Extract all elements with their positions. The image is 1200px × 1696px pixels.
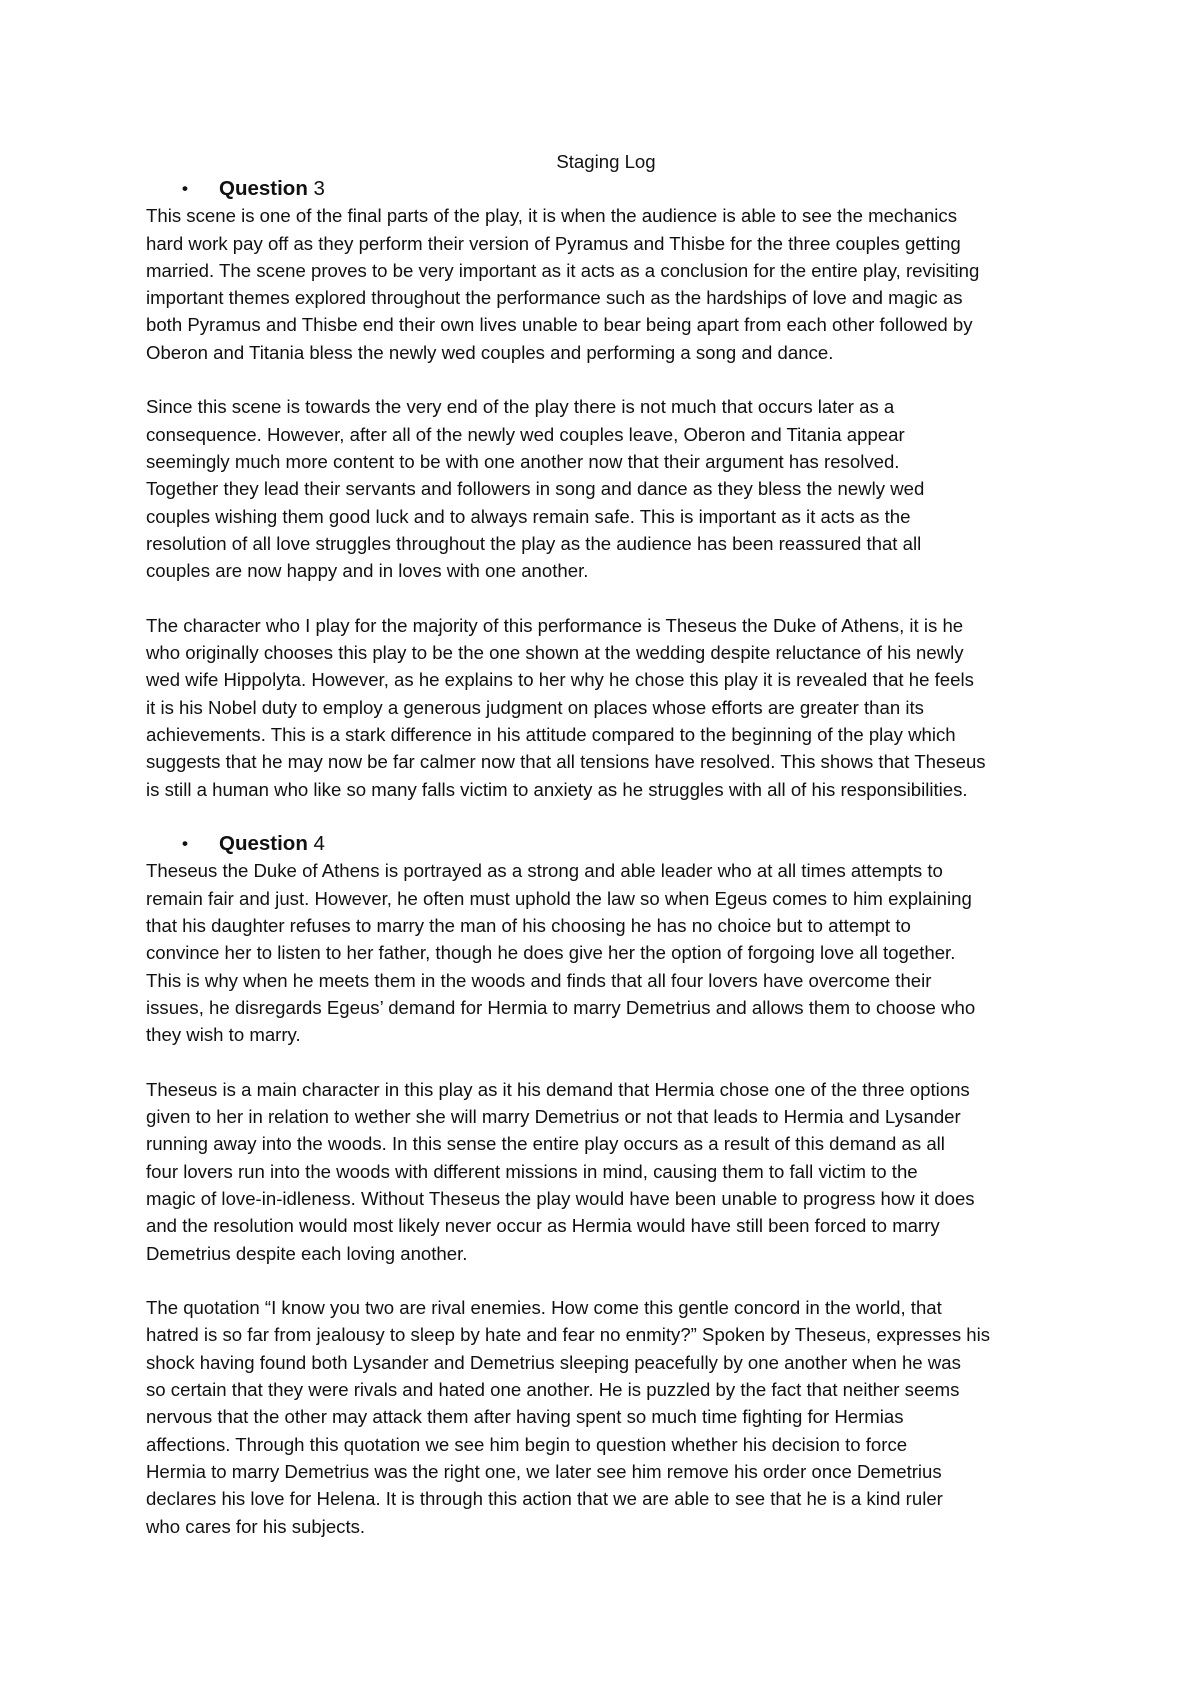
paragraph-spacer bbox=[146, 584, 1066, 611]
bullet-icon: • bbox=[182, 834, 188, 854]
paragraph: This scene is one of the final parts of the play, it is when the audience is able to see the mechanics hard work pay off as they perform their version of Pyramus and Thisbe for the three couples getting married. The scene proves to be very important as it acts as a conclusion for the entire play, revisiting important themes explored throughout the performance such as the hardships of love and magic as both Pyramus and Thisbe end their own lives unable to bear being apart from each other followed by Oberon and Titania bless the newly wed couples and performing a song and dance. bbox=[146, 205, 980, 363]
bullet-icon: • bbox=[182, 179, 188, 198]
heading-word: Question bbox=[219, 832, 308, 856]
paragraph: Theseus is a main character in this play as it his demand that Hermia chose one of the three options given to her in relation to wether she will marry Demetrius or not that leads to Hermia and Lysander running away into the woods. In this sense the entire play occurs as a result of this demand as all four lovers run into the woods with different missions in mind, causing them to fall victim to the magic of love-in-idleness. Without Theseus the play would have been unable to progress how it does and the resolution would most likely never occur as Hermia would have still been forced to marry Demetrius despite each loving another. bbox=[146, 1078, 975, 1264]
paragraph-spacer bbox=[146, 1049, 1066, 1076]
heading-word: Question bbox=[219, 177, 308, 200]
paragraph-spacer bbox=[146, 366, 1066, 393]
section-heading bbox=[146, 830, 1066, 857]
paragraph: The character who I play for the majority of this performance is Theseus the Duke of Athens, it is he who originally chooses this play to be the one shown at the wedding despite reluctance of his newly wed wife Hippolyta. However, as he explains to her why he chose this play it is revealed that he feels it is his Nobel duty to employ a generous judgment on places whose efforts are greater than its achievements. This is a stark difference in his attitude compared to the beginning of the play which suggests that he may now be far calmer now that all tensions have resolved. This shows that Theseus is still a human who like so many falls victim to anxiety as he struggles with all of his responsibilities. bbox=[146, 614, 986, 800]
section-question-3 bbox=[146, 175, 1066, 803]
document-body bbox=[146, 148, 1066, 1540]
heading-number: 3 bbox=[313, 177, 325, 200]
heading-number: 4 bbox=[313, 832, 325, 856]
paragraph: Since this scene is towards the very end of the play there is not much that occurs later as a consequence. However, after all of the newly wed couples leave, Oberon and Titania appear seemingly much more content to be with one another now that their argument has resolved. Together they lead their servants and followers in song and dance as they bless the newly wed couples wishing them good luck and to always remain safe. This is important as it acts as the resolution of all love struggles throughout the play as the audience has been reassured that all couples are now happy and in loves with one another. bbox=[146, 396, 925, 582]
section-question-4 bbox=[146, 830, 1066, 1540]
paragraph: Theseus the Duke of Athens is portrayed as a strong and able leader who at all times attempts to remain fair and just. However, he often must uphold the law so when Egeus comes to him explaining that his daughter refuses to marry the man of his choosing he has no choice but to attempt to convince her to listen to her father, though he does give her the option of forgoing love all together. This is why when he meets them in the woods and finds that all four lovers have overcome their issues, he disregards Egeus’ demand for Hermia to marry Demetrius and allows them to choose who they wish to marry. bbox=[146, 860, 976, 1046]
document-title: Staging Log bbox=[556, 151, 656, 172]
section-heading bbox=[146, 175, 1066, 202]
section-spacer bbox=[146, 803, 1066, 830]
paragraph-spacer bbox=[146, 1267, 1066, 1294]
paragraph: The quotation “I know you two are rival enemies. How come this gentle concord in the world, that hatred is so far from jealousy to sleep by hate and fear no enmity?” Spoken by Theseus, expresses his shock having found both Lysander and Demetrius sleeping peacefully by one another when he was so certain that they were rivals and hated one another. He is puzzled by the fact that neither seems nervous that the other may attack them after having spent so much time fighting for Hermias affections. Through this quotation we see him begin to question whether his decision to force Hermia to marry Demetrius was the right one, we later see him remove his order once Demetrius declares his love for Helena. It is through this action that we are able to see that he is a kind ruler who cares for his subjects. bbox=[146, 1297, 991, 1537]
